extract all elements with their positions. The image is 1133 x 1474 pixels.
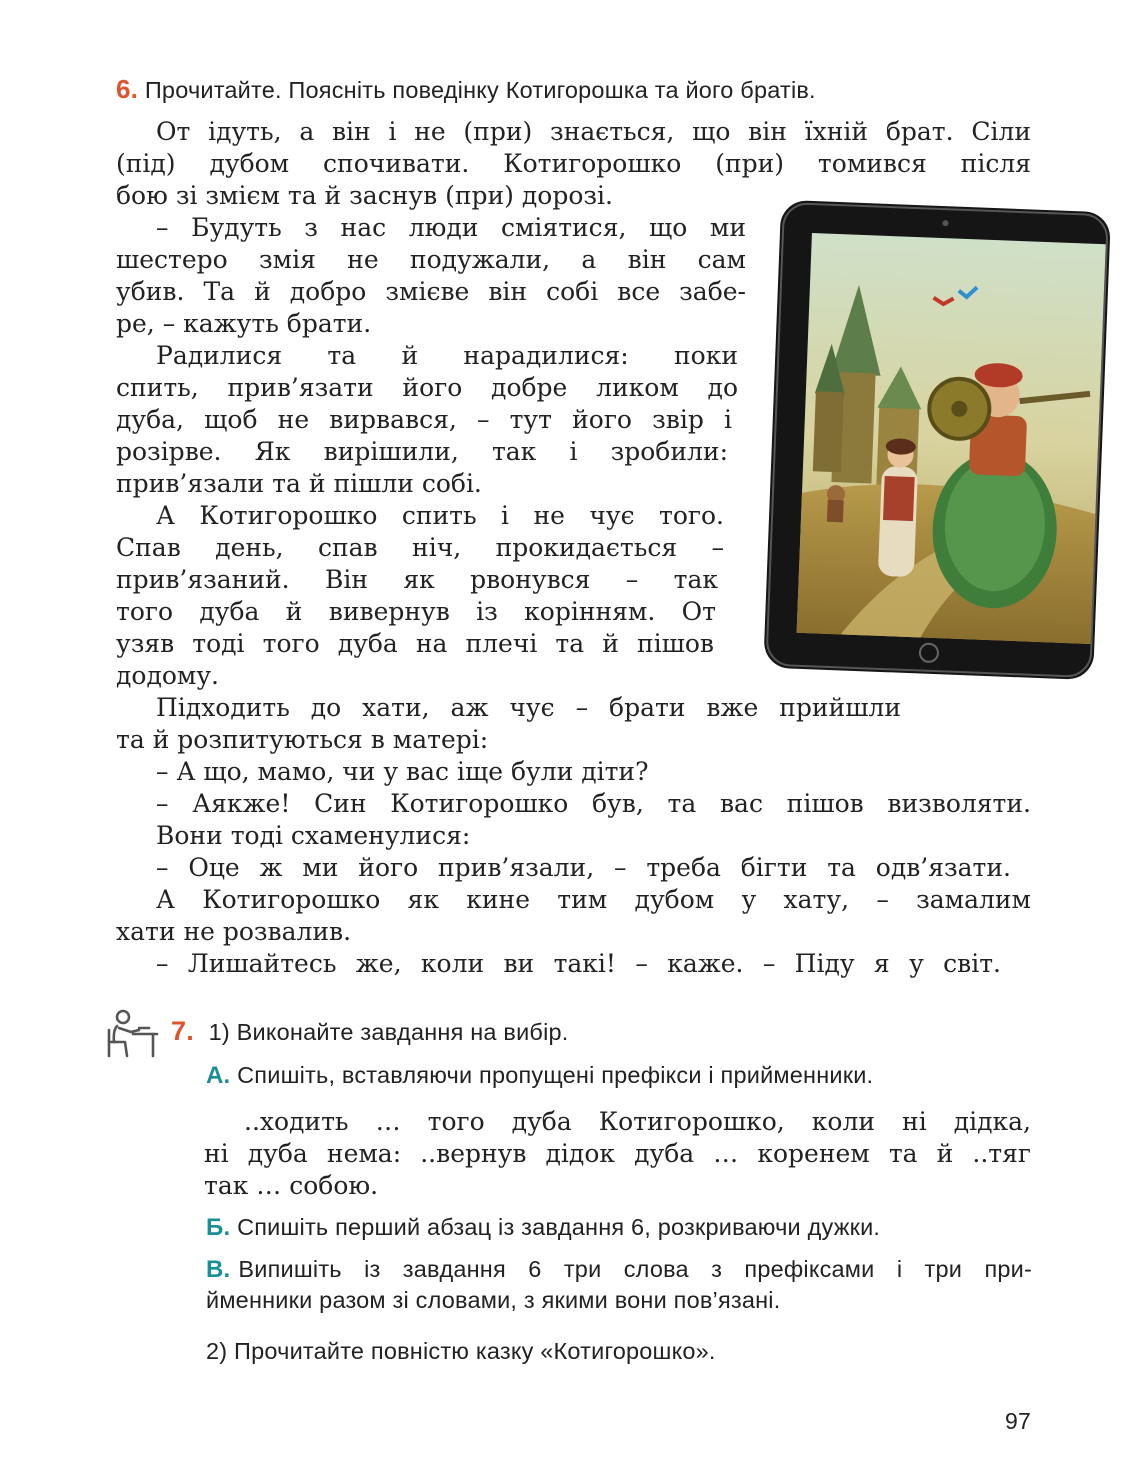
option-b-letter: Б. — [206, 1214, 231, 1241]
exercise-line: так … собою. — [204, 1171, 379, 1200]
task7-header — [171, 1016, 569, 1047]
story-line: розірве. Як вирішили, так і зробили: — [116, 437, 728, 466]
story-line: прив’язаний. Він як рвонувся – так — [116, 565, 718, 594]
story-line: – Аякже! Син Котигорошко був, та вас пішов визволяти. — [156, 789, 1031, 818]
fairy-tale-picture — [797, 233, 1106, 644]
story-line: – Будуть з нас люди сміятися, що ми — [156, 213, 746, 242]
tablet-illustration — [758, 198, 1118, 688]
task7-part2: 2) Прочитайте повністю казку «Котигорошко». — [206, 1338, 716, 1364]
story-line: Вони тоді схаменулися: — [156, 821, 471, 850]
page-number: 97 — [1005, 1408, 1031, 1434]
story-line: Підходить до хати, аж чує – брати вже прийшли — [156, 693, 901, 722]
story-line: шестеро змія не подужали, а він сам — [116, 245, 746, 274]
task7-number: 7. — [171, 1016, 194, 1046]
option-a-letter: А. — [206, 1062, 231, 1089]
story-line: убив. Та й добро змієве він собі все забе- — [116, 277, 746, 306]
story-line: (під) дубом спочивати. Котигорошко (при) томився після — [116, 149, 1031, 178]
story-line: бою зі змієм та й заснув (при) дорозі. — [116, 181, 613, 210]
option-c-letter: В. — [206, 1256, 231, 1283]
story-line: А Котигорошко спить і не чує того. — [156, 501, 724, 530]
tablet-svg — [758, 198, 1118, 688]
story-line: додому. — [116, 661, 219, 690]
task6-instruction: Прочитайте. Поясніть поведінку Котигорошка та його братів. — [144, 77, 816, 103]
story-line: та й розпитуються в матері: — [116, 725, 489, 754]
story-line: спить, прив’язати його добре ликом до — [116, 373, 738, 402]
option-a — [206, 1062, 873, 1090]
story-line: дуба, щоб не вирвався, – тут його звір і — [116, 405, 732, 434]
option-c-text-line1: Випишіть із завдання 6 три слова з префіксами і три при- — [238, 1256, 1032, 1282]
story-line: хати не розвалив. — [116, 917, 352, 946]
story-line: А Котигорошко як кине тим дубом у хату, – замалим — [156, 885, 1031, 914]
story-line: – Оце ж ми його прив’язали, – треба бігти та одв’язати. — [156, 853, 1011, 882]
story-line: – А що, мамо, чи у вас іще були діти? — [156, 757, 649, 786]
story-line: Спав день, спав ніч, прокидається – — [116, 533, 724, 562]
exercise-line: ..ходить … того дуба Котигорошко, коли ні дідка, — [244, 1107, 1031, 1136]
story-line: узяв тоді того дуба на плечі та й пішов — [116, 629, 714, 658]
exercise-line: ні дуба нема: ..вернув дідок дуба … коренем та й ..тяг — [204, 1139, 1031, 1168]
option-c-text-line2: йменники разом зі словами, з якими вони пов’язані. — [206, 1287, 781, 1313]
story-line: того дуба й вивернув із корінням. От — [116, 597, 716, 626]
option-a-text: Спишіть, вставляючи пропущені префікси і прийменники. — [237, 1062, 874, 1088]
option-c — [206, 1256, 1032, 1314]
task7-part1: 1) Виконайте завдання на вибір. — [208, 1019, 569, 1045]
option-b — [206, 1214, 880, 1242]
story-line: ре, – кажуть брати. — [116, 309, 372, 338]
option-b-text: Спишіть перший абзац із завдання 6, розкриваючи дужки. — [237, 1214, 881, 1240]
story-line: прив’язали та й пішли собі. — [116, 469, 482, 498]
story-line: Радилися та й нарадилися: поки — [156, 341, 738, 370]
task6-header — [116, 74, 816, 105]
story-line: – Лишайтесь же, коли ви такі! – каже. – Піду я у світ. — [156, 949, 1001, 978]
student-at-desk-icon — [103, 1008, 159, 1060]
story-line: От ідуть, а він і не (при) знається, що він їхній брат. Сіли — [156, 117, 1031, 146]
task6-number: 6. — [116, 74, 139, 104]
